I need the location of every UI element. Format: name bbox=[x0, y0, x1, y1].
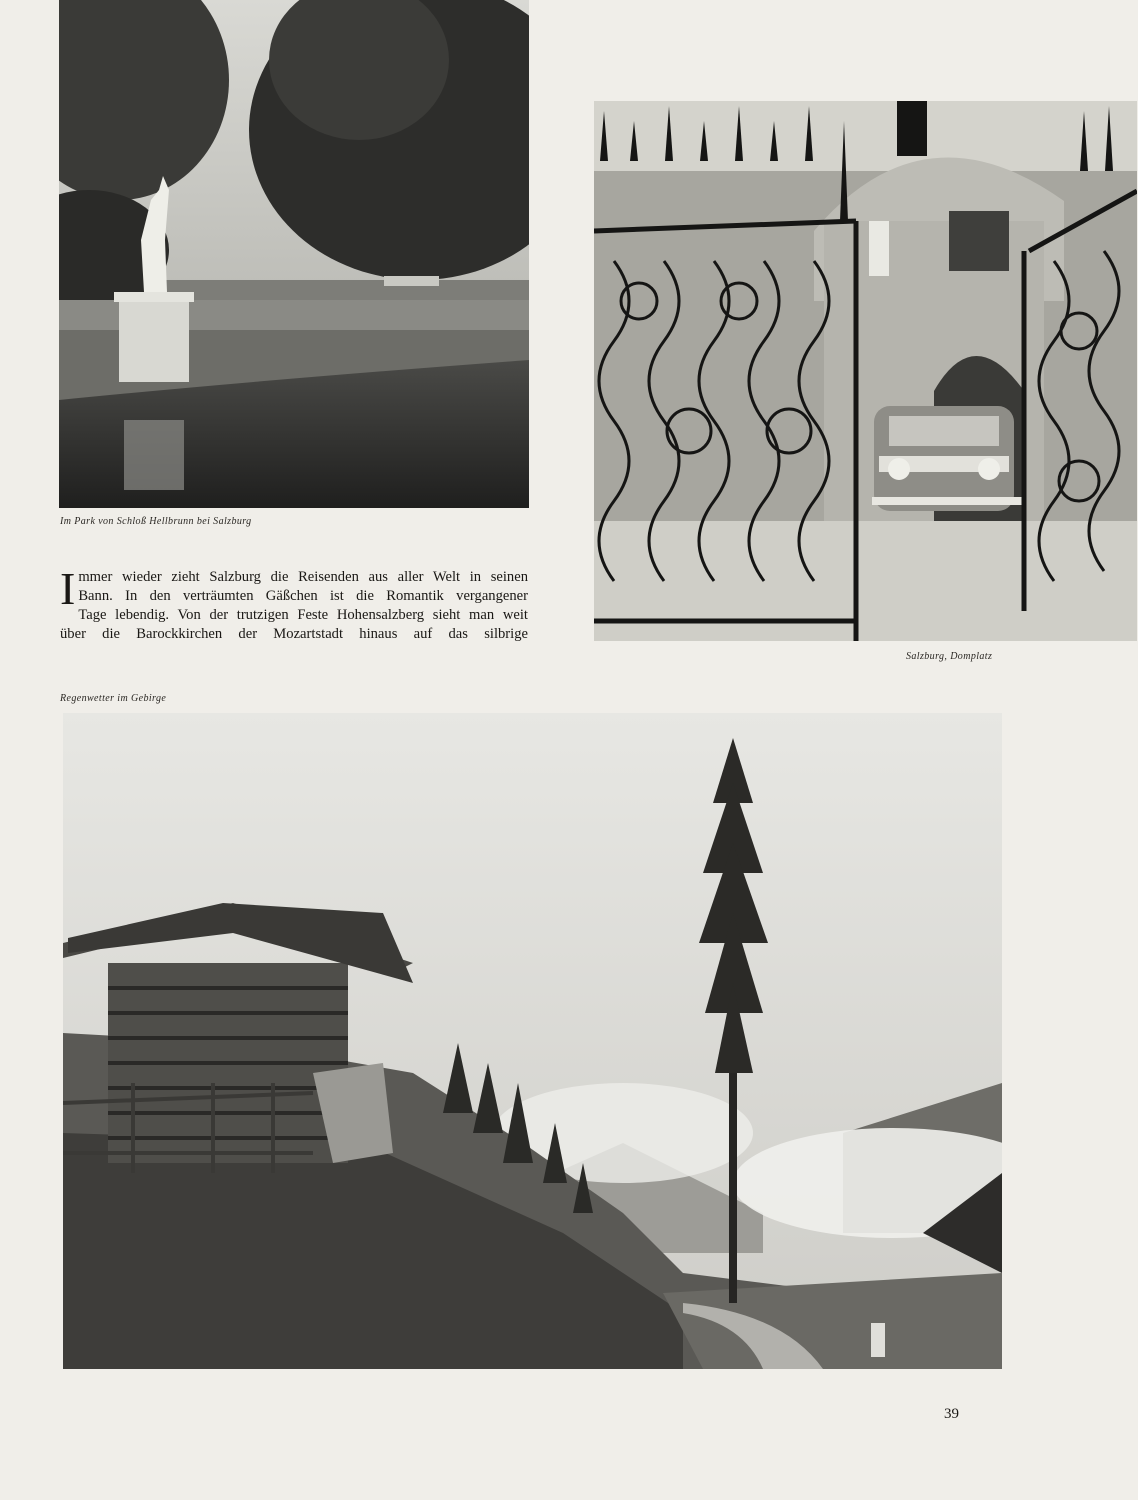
photo-hellbrunn-park bbox=[59, 0, 529, 508]
article-line-3: Tage lebendig. Von der trutzigen Feste Hohensalzberg sieht man weit bbox=[78, 607, 528, 623]
caption-gebirge: Regenwetter im Gebirge bbox=[60, 693, 167, 704]
article-line-1: mmer wieder zieht Salzburg die Reisenden aus aller Welt in seinen bbox=[78, 569, 528, 585]
article-line-4: über die Barockkirchen der Mozartstadt hinaus auf das silbrige bbox=[60, 626, 528, 642]
page-number: 39 bbox=[944, 1406, 959, 1422]
drop-cap-initial: I bbox=[60, 563, 76, 614]
caption-hellbrunn: Im Park von Schloß Hellbrunn bei Salzburg bbox=[60, 516, 252, 527]
caption-domplatz: Salzburg, Domplatz bbox=[906, 651, 993, 662]
article-text bbox=[60, 563, 528, 644]
photo-regenwetter-gebirge bbox=[63, 713, 1002, 1369]
photo-domplatz-gate bbox=[594, 101, 1137, 641]
article-line-2: Bann. In den verträumten Gäßchen ist die Romantik vergangener bbox=[78, 588, 528, 604]
